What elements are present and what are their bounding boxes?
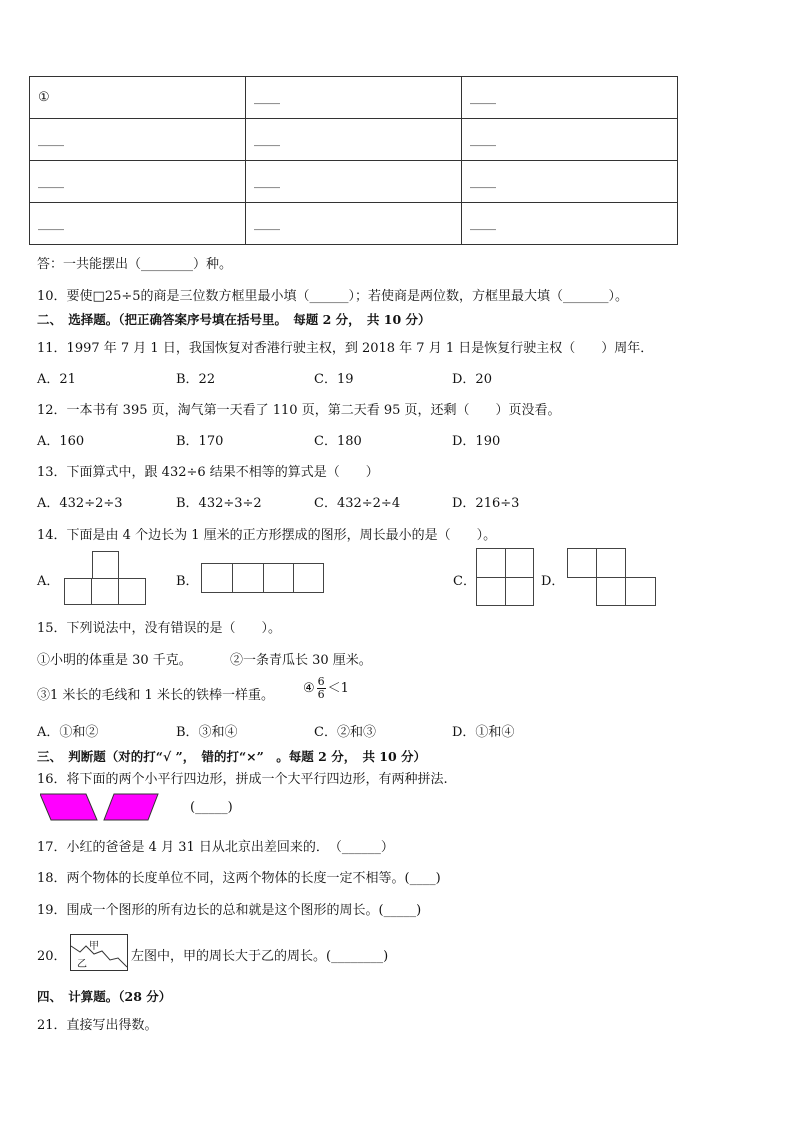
square [505, 577, 534, 606]
square [92, 551, 119, 579]
label-jia: 甲 [89, 941, 99, 952]
q21-text: 21．直接写出得数。 [37, 1018, 158, 1033]
q15-option-c: C．②和③ [314, 725, 376, 740]
table-cell: ____ [30, 203, 246, 245]
q20-number: 20． [37, 949, 67, 964]
table-cell: ____ [30, 119, 246, 161]
q13-option-a: A．432÷2÷3 [37, 496, 123, 511]
q11-option-a: A．21 [37, 372, 76, 387]
q15-statement-4 [303, 676, 349, 701]
q19-text: 19．围成一个图形的所有边长的总和就是这个图形的周长。(_____) [37, 903, 422, 918]
q18-text: 18．两个物体的长度单位不同，这两个物体的长度一定不相等。(____) [37, 871, 441, 886]
table-cell: ____ [462, 77, 678, 119]
square [201, 563, 233, 593]
q10-text: 10．要使□25÷5的商是三位数方框里最小填（______）；若使商是两位数，方框里最大填（_______）。 [37, 289, 629, 304]
q15-option-d: D．①和④ [452, 725, 515, 740]
table-cell: ____ [246, 77, 462, 119]
square [596, 548, 626, 578]
square [91, 578, 119, 605]
square [596, 577, 626, 606]
square [505, 548, 534, 578]
q15-text: 15．下列说法中，没有错误的是（ ）。 [37, 621, 282, 636]
q15-option-b: B．③和④ [176, 725, 238, 740]
table-row [30, 77, 678, 119]
square [263, 563, 294, 593]
square [118, 578, 146, 605]
q15-statement-2: ②一条青瓜长 30 厘米。 [230, 653, 372, 668]
table-cell: ____ [462, 203, 678, 245]
q12-option-c: C．180 [314, 434, 362, 449]
q20-text: 左图中，甲的周长大于乙的周长。(________) [131, 949, 389, 964]
table-row [30, 119, 678, 161]
section3-heading: 三、 判断题（对的打“√ ”， 错的打“×” 。每题 2 分， 共 10 分） [37, 749, 427, 764]
q12-option-d: D．190 [452, 434, 501, 449]
q14-label-c: C． [453, 574, 476, 589]
q11-option-c: C．19 [314, 372, 354, 387]
table-cell: ____ [30, 161, 246, 203]
fraction-denominator: 6 [317, 688, 325, 701]
q15-statement-3: ③1 米长的毛线和 1 米长的铁棒一样重。 [37, 688, 274, 703]
table-cell: ____ [246, 203, 462, 245]
q13-text: 13．下面算式中，跟 432÷6 结果不相等的算式是（ ） [37, 465, 379, 480]
table-row [30, 203, 678, 245]
arrangement-table [29, 76, 678, 245]
q11-option-d: D．20 [452, 372, 492, 387]
square [476, 577, 506, 606]
table-row [30, 161, 678, 203]
q20-figure [70, 934, 128, 971]
section2-heading: 二、 选择题。（把正确答案序号填在括号里。 每题 2 分， 共 10 分） [37, 312, 431, 327]
label-yi: 乙 [77, 959, 87, 970]
q13-option-d: D．216÷3 [452, 496, 520, 511]
q12-text: 12．一本书有 395 页，淘气第一天看了 110 页，第二天看 95 页，还剩（ ）页没看。 [37, 403, 561, 418]
q14-label-b: B． [176, 574, 199, 589]
parallelograms-figure [40, 793, 170, 821]
square [232, 563, 264, 593]
q11-text: 11．1997 年 7 月 1 日，我国恢复对香港行驶主权，到 2018 年 7 月 1 日是恢复行驶主权（ ）周年． [37, 341, 654, 356]
square [64, 578, 92, 605]
q14-label-d: D． [541, 574, 565, 589]
q15-statement-1: ①小明的体重是 30 千克。 [37, 653, 192, 668]
q14-label-a: A． [37, 574, 60, 589]
table-cell: ① [30, 77, 246, 119]
square [625, 577, 656, 606]
q12-option-a: A．160 [37, 434, 85, 449]
fraction [317, 676, 326, 701]
table-cell: ____ [246, 119, 462, 161]
square [567, 548, 597, 578]
q9-answer: 答：一共能摆出（________）种。 [37, 257, 233, 272]
square [476, 548, 506, 578]
q15-option-a: A．①和② [37, 725, 99, 740]
fraction-numerator: 6 [317, 675, 325, 688]
statement-4-suffix: ＜1 [327, 681, 349, 696]
parallelogram-left [40, 794, 97, 820]
table-cell: ____ [246, 161, 462, 203]
q17-text: 17．小红的爸爸是 4 月 31 日从北京出差回来的． （______） [37, 840, 394, 855]
q16-text: 16．将下面的两个小平行四边形，拼成一个大平行四边形，有两种拼法. [37, 772, 448, 787]
table-cell: ____ [462, 119, 678, 161]
q13-option-b: B．432÷3÷2 [176, 496, 262, 511]
statement-4-prefix: ④ [303, 681, 315, 696]
square [293, 563, 324, 593]
table-cell: ____ [462, 161, 678, 203]
q16-answer-blank: (_____) [190, 800, 233, 815]
q12-option-b: B．170 [176, 434, 224, 449]
q11-option-b: B．22 [176, 372, 216, 387]
section4-heading: 四、 计算题。（28 分） [37, 989, 172, 1004]
parallelogram-right [104, 794, 158, 820]
q14-text: 14．下面是由 4 个边长为 1 厘米的正方形摆成的图形，周长最小的是（ ）。 [37, 528, 497, 543]
q13-option-c: C．432÷2÷4 [314, 496, 401, 511]
